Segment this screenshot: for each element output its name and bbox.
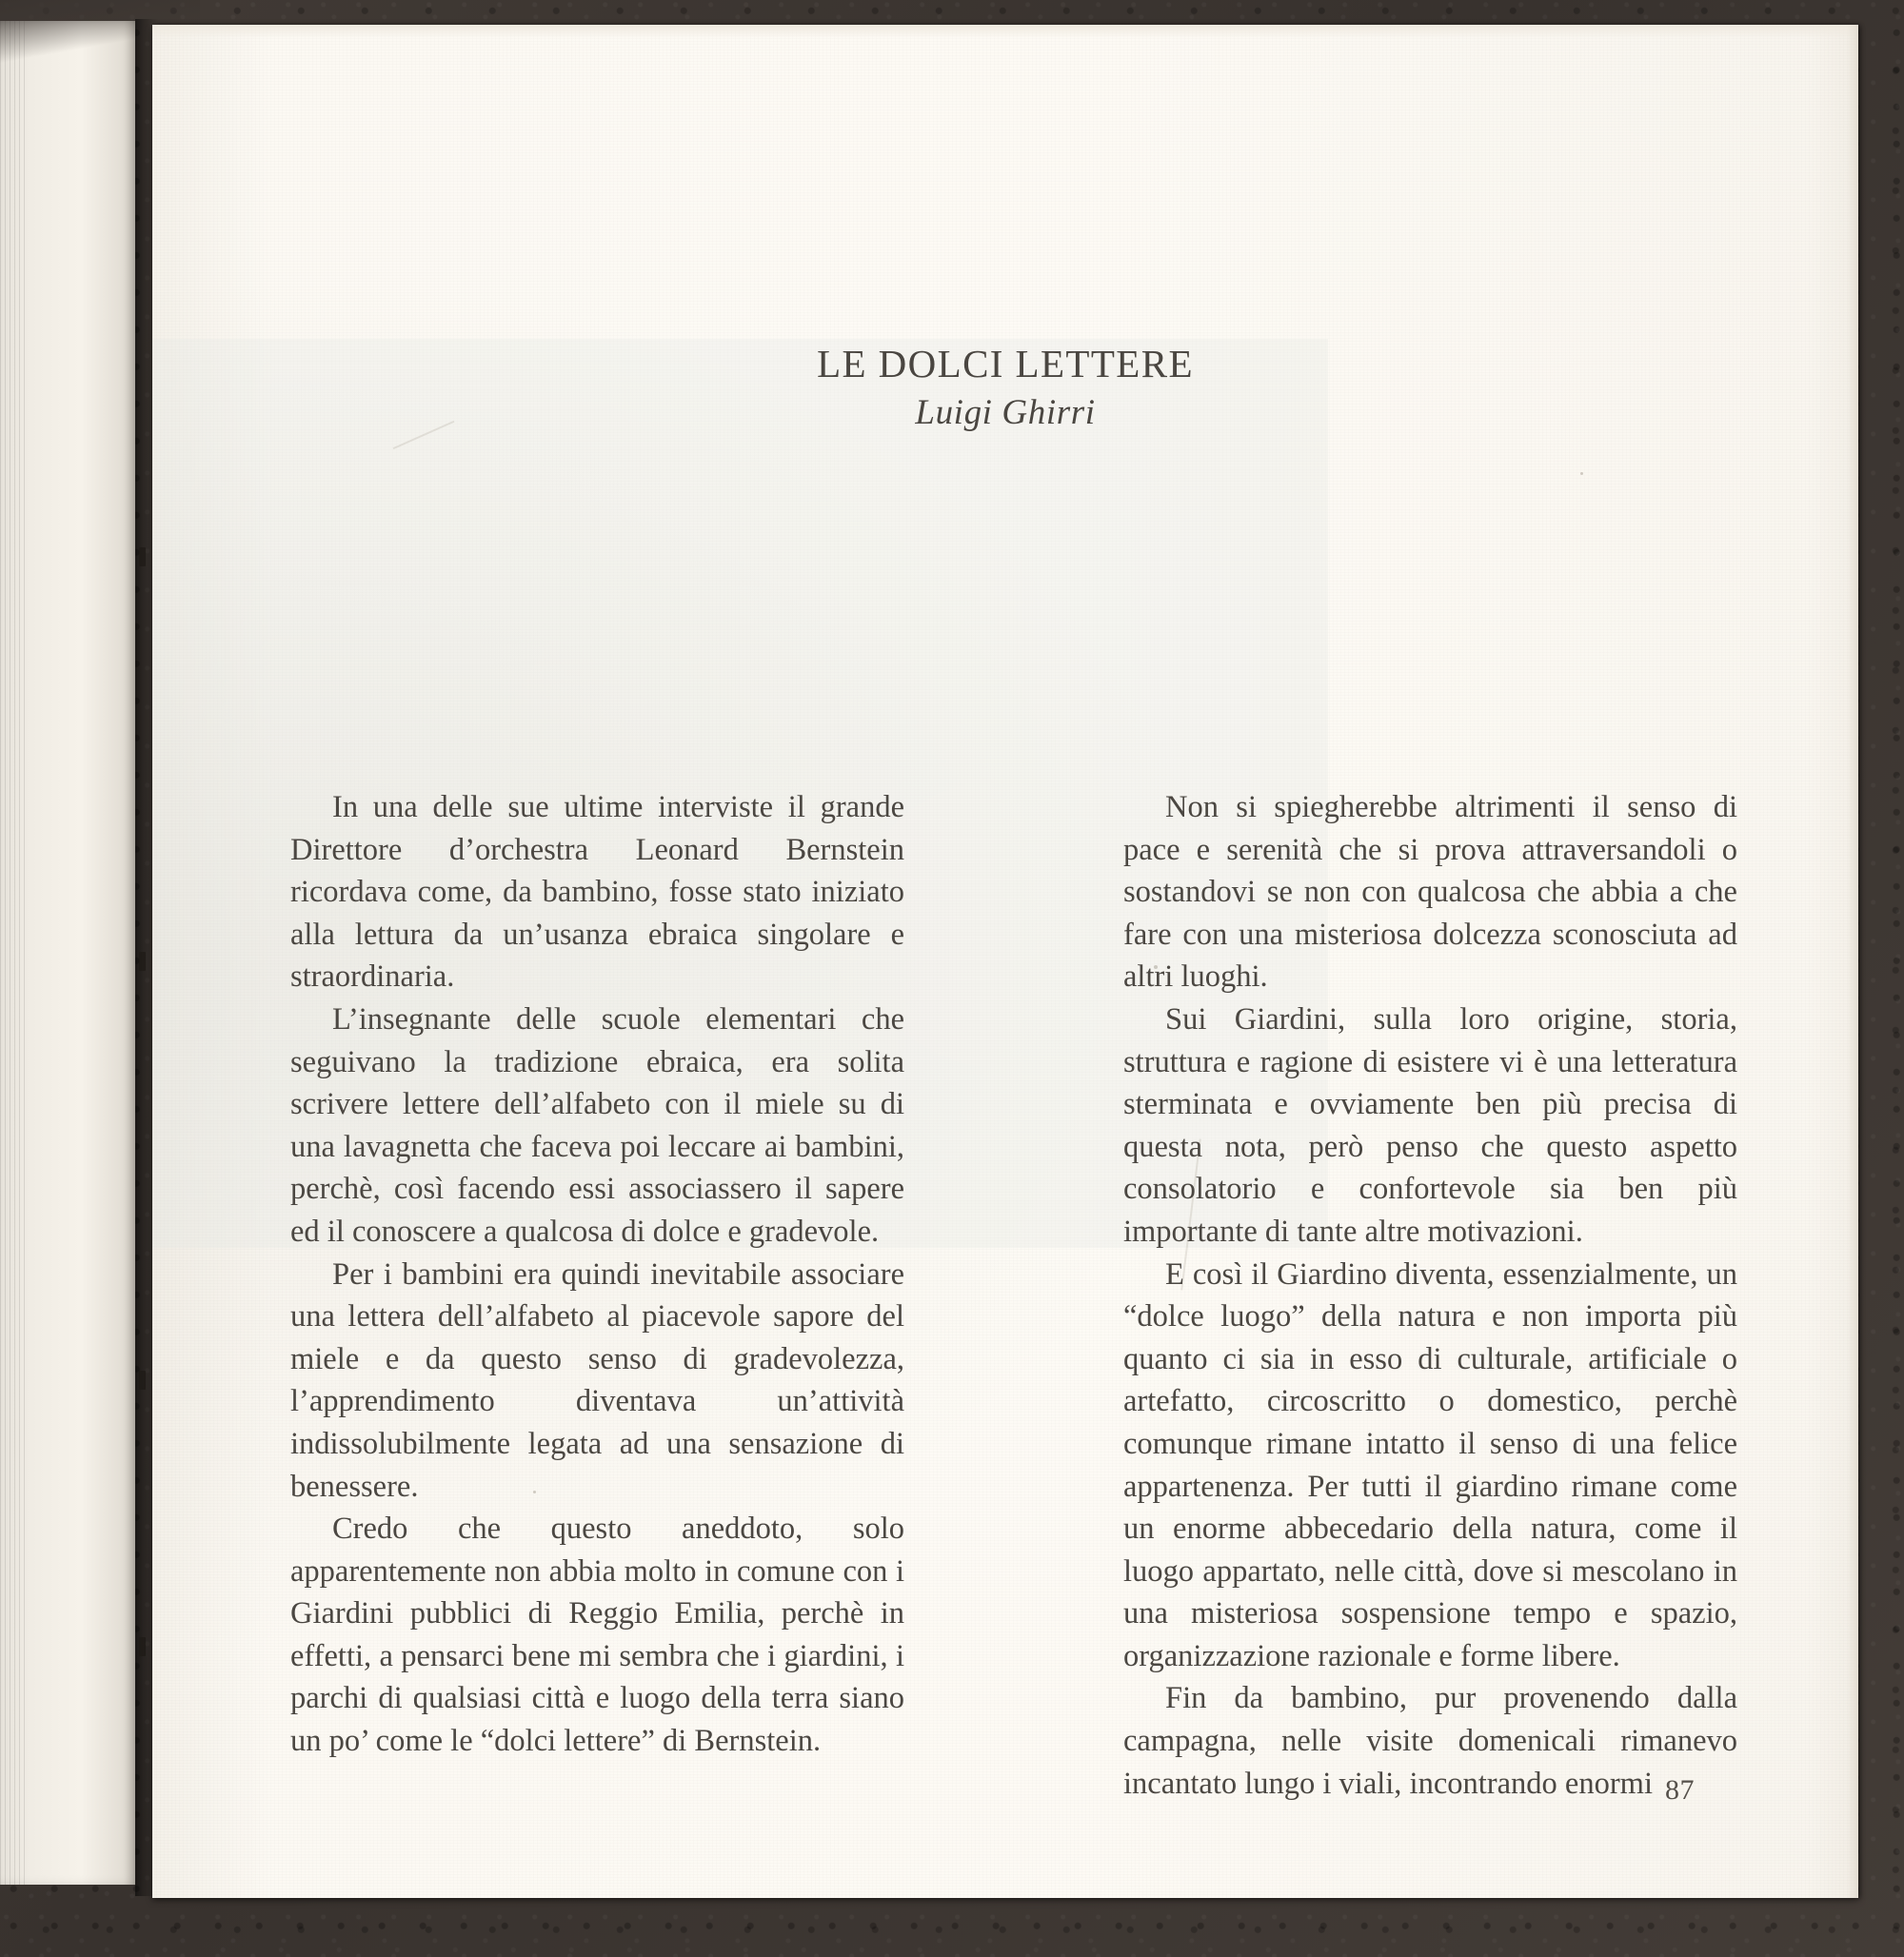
book-page-recto	[152, 25, 1858, 1898]
paragraph: Credo che questo aneddoto, solo apparentemente non abbia molto in comune con i Giardini pubblici di Reggio Emilia, perchè in effetti, a pensarci bene mi sembra che i giardini, i parchi di qualsiasi città e luogo della terra siano un po’ come le “dolci lettere” di Bernstein.	[290, 1512, 904, 1759]
binding-stitch	[139, 547, 146, 566]
paragraph: Non si spiegherebbe altrimenti il senso di pace e serenità che si prova attraversandoli o sostandovi se non con qualcosa che abbia a che fare con una misteriosa dolcezza sconosciuta ad altri luoghi.	[1123, 790, 1737, 995]
binding-stitch	[139, 1637, 146, 1656]
page-number: 87	[1665, 1774, 1695, 1806]
two-column-text-body	[290, 786, 1737, 1805]
paragraph: In una delle sue ultime interviste il grande Direttore d’orchestra Leonard Bernstein ricordava come, da bambino, fosse stato iniziato alla lettura da un’usanza ebraica singolare e straordinaria.	[290, 790, 904, 995]
paragraph: Fin da bambino, pur provenendo dalla campagna, nelle visite domenicali rimanevo incantato lungo i viali, incontrando enormi	[1123, 1681, 1737, 1801]
binding-stitch	[139, 952, 146, 971]
author-byline: Luigi Ghirri	[915, 393, 1096, 433]
page-content	[152, 25, 1858, 1898]
paragraph: Per i bambini era quindi inevitabile associare una lettera dell’alfabeto al piacevole sapore del miele e da questo senso di gradevolezza, l’apprendimento diventava un’attività indissolubilmente legata ad una sensazione di benessere.	[290, 1256, 904, 1504]
paragraph: L’insegnante delle scuole elementari che seguivano la tradizione ebraica, era solita scrivere lettere dell’alfabeto con il miele su di una lavagnetta che faceva poi leccare ai bambini, perchè, così facendo essi associassero il sapere ed il conoscere a qualcosa di dolce e gradevole.	[290, 1001, 904, 1249]
facing-page-edge	[0, 21, 135, 1885]
text-column-right	[1123, 786, 1737, 1805]
article-masthead	[152, 341, 1858, 433]
paragraph: Sui Giardini, sulla loro origine, storia, struttura e ragione di esistere vi è una letteratura sterminata e ovviamente ben più precisa di questa nota, però penso che questo aspetto consolatorio e confortevole sia ben più importante di tante altre motivazioni.	[1123, 1001, 1737, 1249]
page-title: LE DOLCI LETTERE	[817, 342, 1194, 385]
binding-stitch	[139, 1371, 146, 1390]
paragraph: E così il Giardino diventa, essenzialmente, un “dolce luogo” della natura e non importa più quanto ci sia in esso di culturale, artificiale o artefatto, circoscritto o domestico, perchè comunque rimane intatto il senso di una felice appartenenza. Per tutti il giardino rimane come un enorme abbecedario della natura, come il luogo appartato, nelle città, dove si mescolano in una misteriosa sospensione tempo e spazio, organizzazione razionale e forme libere.	[1123, 1256, 1737, 1673]
text-column-left	[290, 786, 904, 1805]
